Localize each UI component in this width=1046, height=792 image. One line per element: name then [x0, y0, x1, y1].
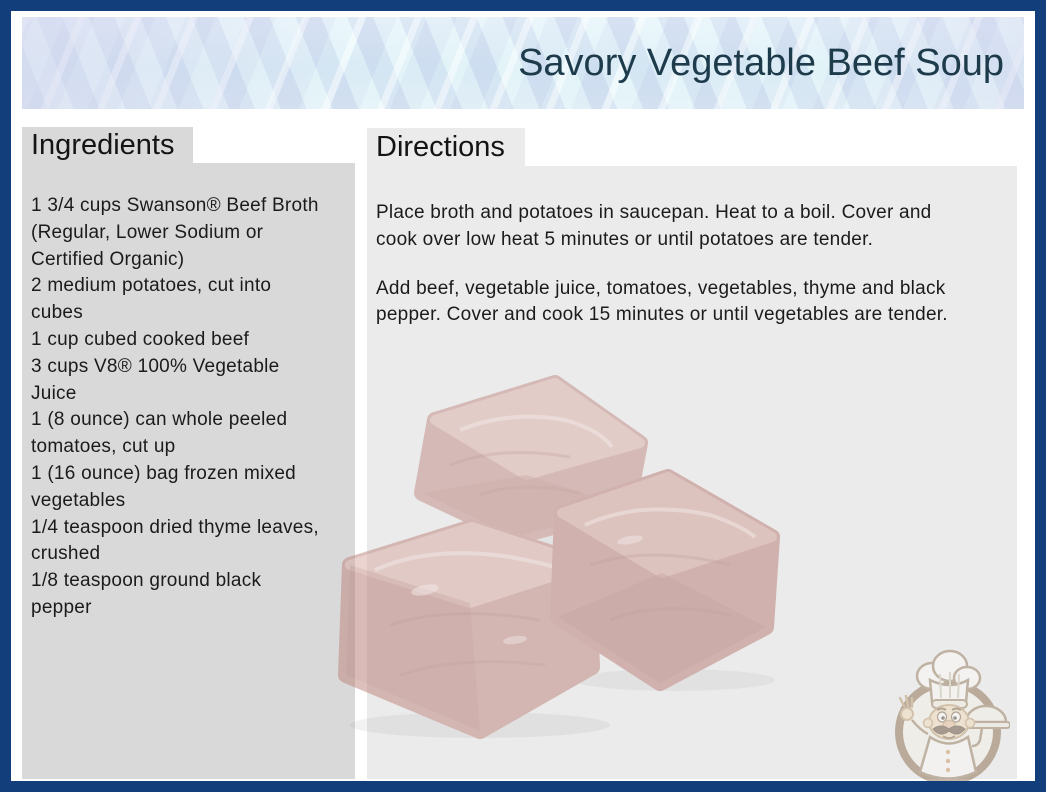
directions-paragraph: Place broth and potatoes in saucepan. Heat to a boil. Cover and cook over low heat 5 minutes or until potatoes are tender.	[376, 202, 932, 250]
ingredient-item: 1 (16 ounce) bag frozen mixed vegetables	[31, 462, 296, 511]
ingredients-heading: Ingredients	[31, 128, 175, 161]
header-band	[22, 17, 1024, 109]
ingredient-item: 3 cups V8® 100% Vegetable Juice	[31, 355, 280, 404]
ingredient-item: 1 (8 ounce) can whole peeled tomatoes, cut up	[31, 409, 288, 458]
ingredients-heading-box	[22, 127, 193, 163]
directions-paragraph: Add beef, vegetable juice, tomatoes, vegetables, thyme and black pepper. Cover and cook 15 minutes or until vegetables are tender.	[376, 277, 948, 326]
ingredient-item: 1 cup cubed cooked beef	[31, 328, 250, 350]
beef-cubes-image	[330, 375, 780, 740]
page-title: Savory Vegetable Beef Soup	[518, 41, 1004, 84]
ingredient-item: 1 3/4 cups Swanson® Beef Broth (Regular, Lower Sodium or Certified Organic)	[31, 195, 319, 270]
directions-heading-box	[367, 128, 525, 166]
ingredient-item: 1/4 teaspoon dried thyme leaves, crushed	[31, 516, 319, 565]
directions-heading: Directions	[376, 130, 505, 163]
ingredients-panel	[22, 163, 355, 779]
ingredient-item: 2 medium potatoes, cut into cubes	[31, 275, 272, 324]
ingredient-item: 1/8 teaspoon ground black pepper	[31, 570, 262, 618]
chef-mascot-logo	[890, 640, 1010, 790]
